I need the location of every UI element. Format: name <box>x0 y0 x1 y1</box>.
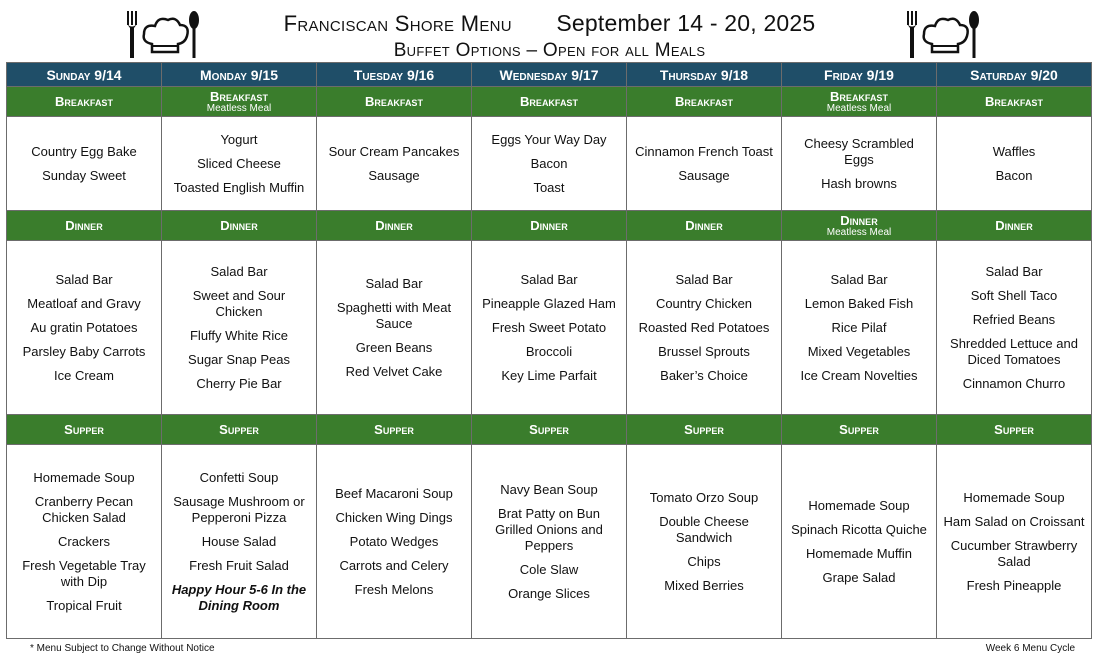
dinner-header <box>317 211 472 241</box>
menu-item: Fluffy White Rice <box>189 327 288 343</box>
meal-label: Supper <box>219 422 259 437</box>
supper-header <box>472 415 627 445</box>
menu-item: Homemade Soup <box>963 489 1065 505</box>
menu-item: Orange Slices <box>508 585 590 601</box>
menu-cell <box>472 117 627 211</box>
menu-title: Franciscan Shore Menu <box>283 11 512 36</box>
menu-item: Homemade Soup <box>808 497 910 513</box>
supper-header-row <box>7 415 1092 445</box>
menu-item: Refried Beans <box>972 311 1056 327</box>
menu-item: Potato Wedges <box>349 533 439 549</box>
menu-item: Pineapple Glazed Ham <box>482 295 616 311</box>
meal-label: Dinner <box>530 218 568 233</box>
menu-item: Cole Slaw <box>519 561 579 577</box>
menu-cell <box>937 445 1092 639</box>
menu-item: Sweet and Sour Chicken <box>192 287 286 319</box>
menu-cell <box>162 241 317 415</box>
meal-label: Supper <box>839 422 879 437</box>
menu-item: Salad Bar <box>675 271 733 287</box>
meal-label: Breakfast <box>985 94 1043 109</box>
day-header: Thursday 9/18 <box>627 63 782 87</box>
menu-item: Sour Cream Pancakes <box>328 143 460 159</box>
breakfast-header <box>627 87 782 117</box>
date-range: September 14 - 20, 2025 <box>556 10 816 36</box>
menu-item: Shredded Lettuce and Diced Tomatoes <box>950 335 1078 367</box>
dinner-header <box>782 211 937 241</box>
meal-label: Breakfast <box>675 94 733 109</box>
menu-item: Tropical Fruit <box>46 597 122 613</box>
menu-item: Chips <box>687 553 721 569</box>
menu-item: Parsley Baby Carrots <box>22 343 146 359</box>
supper-header <box>782 415 937 445</box>
breakfast-header <box>937 87 1092 117</box>
dinner-header <box>162 211 317 241</box>
supper-header <box>317 415 472 445</box>
menu-cell <box>317 117 472 211</box>
menu-item: Sugar Snap Peas <box>188 351 290 367</box>
menu-item: Roasted Red Potatoes <box>638 319 770 335</box>
supper-header <box>627 415 782 445</box>
menu-item: Brussel Sprouts <box>658 343 750 359</box>
happy-hour-note: Happy Hour 5-6 In the Dining Room <box>171 581 307 613</box>
menu-item: Sunday Sweet <box>42 167 126 183</box>
meal-label: Breakfast <box>210 88 268 104</box>
menu-body <box>7 87 1092 639</box>
menu-cell <box>317 241 472 415</box>
menu-item: Cherry Pie Bar <box>196 375 282 391</box>
menu-item: Ice Cream <box>54 367 114 383</box>
day-header: Saturday 9/20 <box>937 63 1092 87</box>
menu-cell <box>472 241 627 415</box>
menu-item: Rice Pilaf <box>831 319 887 335</box>
menu-item: Salad Bar <box>210 263 268 279</box>
menu-item: Cranberry Pecan Chicken Salad <box>34 493 134 525</box>
day-header: Monday 9/15 <box>162 63 317 87</box>
menu-cell <box>7 117 162 211</box>
menu-item: Crackers <box>57 533 110 549</box>
menu-item: Sliced Cheese <box>197 155 281 171</box>
menu-header <box>0 0 1099 62</box>
meal-label: Dinner <box>375 218 413 233</box>
menu-item: Au gratin Potatoes <box>30 319 138 335</box>
meal-label: Supper <box>64 422 104 437</box>
menu-item: Soft Shell Taco <box>970 287 1058 303</box>
dinner-header <box>472 211 627 241</box>
supper-items-row <box>7 445 1092 639</box>
menu-item: Country Chicken <box>655 295 753 311</box>
menu-item: Homemade Soup <box>33 469 135 485</box>
menu-item: Yogurt <box>220 131 258 147</box>
day-header: Friday 9/19 <box>782 63 937 87</box>
menu-item: Cucumber Strawberry Salad <box>950 537 1078 569</box>
menu-item: Salad Bar <box>55 271 113 287</box>
meal-label: Dinner <box>995 218 1033 233</box>
menu-item: Lemon Baked Fish <box>804 295 914 311</box>
menu-cycle: Week 6 Menu Cycle <box>985 643 1075 654</box>
menu-item: Fresh Melons <box>354 581 434 597</box>
meal-label: Dinner <box>220 218 258 233</box>
meatless-meal-note: Meatless Meal <box>826 102 892 114</box>
menu-item: Cinnamon Churro <box>962 375 1066 391</box>
menu-item: Bacon <box>995 167 1033 183</box>
menu-item: Fresh Vegetable Tray with Dip <box>22 557 146 589</box>
weekly-menu-table <box>6 62 1092 639</box>
meal-label: Breakfast <box>520 94 578 109</box>
menu-cell <box>472 445 627 639</box>
day-header: Sunday 9/14 <box>7 63 162 87</box>
menu-item: Key Lime Parfait <box>501 367 597 383</box>
meatless-meal-note: Meatless Meal <box>826 226 892 238</box>
menu-item: Spaghetti with Meat Sauce <box>336 299 452 331</box>
meal-label: Dinner <box>840 212 878 228</box>
dinner-header <box>627 211 782 241</box>
menu-item: Salad Bar <box>520 271 578 287</box>
meatless-meal-note: Meatless Meal <box>206 102 272 114</box>
menu-item: Homemade Muffin <box>806 545 912 561</box>
breakfast-header-row <box>7 87 1092 117</box>
menu-item: Double Cheese Sandwich <box>659 513 749 545</box>
breakfast-header <box>782 87 937 117</box>
breakfast-header <box>472 87 627 117</box>
menu-cell <box>782 445 937 639</box>
menu-cell <box>782 117 937 211</box>
menu-item: Meatloaf and Gravy <box>27 295 141 311</box>
menu-item: Beef Macaroni Soup <box>335 485 453 501</box>
meal-label: Breakfast <box>365 94 423 109</box>
menu-item: Country Egg Bake <box>31 143 137 159</box>
supper-header <box>7 415 162 445</box>
day-header: Wednesday 9/17 <box>472 63 627 87</box>
menu-item: Cheesy Scrambled Eggs <box>804 135 914 167</box>
dinner-header-row <box>7 211 1092 241</box>
breakfast-header <box>7 87 162 117</box>
menu-item: Mixed Vegetables <box>807 343 911 359</box>
footer-note: * Menu Subject to Change Without Notice <box>30 643 215 654</box>
meal-label: Dinner <box>685 218 723 233</box>
menu-cell <box>317 445 472 639</box>
meal-label: Breakfast <box>830 88 888 104</box>
menu-item: Carrots and Celery <box>339 557 449 573</box>
menu-item: Bacon <box>530 155 568 171</box>
menu-item: Broccoli <box>525 343 573 359</box>
supper-header <box>162 415 317 445</box>
menu-item: Brat Patty on Bun Grilled Onions and Peppers <box>495 505 603 553</box>
menu-cell <box>782 241 937 415</box>
menu-item: Toasted English Muffin <box>173 179 305 195</box>
menu-item: Green Beans <box>355 339 433 355</box>
menu-cell <box>627 117 782 211</box>
menu-cell <box>162 445 317 639</box>
dinner-header <box>7 211 162 241</box>
menu-item: Chicken Wing Dings <box>335 509 453 525</box>
menu-item: Grape Salad <box>822 569 896 585</box>
menu-subtitle: Buffet Options – Open for all Meals <box>393 40 706 61</box>
menu-cell <box>937 241 1092 415</box>
meal-label: Supper <box>374 422 414 437</box>
menu-item: Red Velvet Cake <box>345 363 443 379</box>
dinner-header <box>937 211 1092 241</box>
menu-item: Fresh Sweet Potato <box>491 319 607 335</box>
menu-item: Waffles <box>992 143 1036 159</box>
menu-item: Ham Salad on Croissant <box>943 513 1085 529</box>
menu-item: Sausage Mushroom or Pepperoni Pizza <box>173 493 305 525</box>
chef-hat-fork-spoon-icon <box>902 8 982 60</box>
menu-item: Fresh Fruit Salad <box>189 557 289 573</box>
menu-item: Sausage <box>678 167 730 183</box>
day-header-row <box>7 63 1092 87</box>
menu-item: Salad Bar <box>830 271 888 287</box>
menu-item: Toast <box>533 179 565 195</box>
menu-item: Fresh Pineapple <box>966 577 1062 593</box>
breakfast-items-row <box>7 117 1092 211</box>
meal-label: Supper <box>684 422 724 437</box>
menu-cell <box>627 445 782 639</box>
menu-item: Spinach Ricotta Quiche <box>791 521 927 537</box>
dinner-items-row <box>7 241 1092 415</box>
menu-item: Salad Bar <box>365 275 423 291</box>
day-header: Tuesday 9/16 <box>317 63 472 87</box>
menu-item: Salad Bar <box>985 263 1043 279</box>
menu-item: Sausage <box>368 167 420 183</box>
menu-cell <box>937 117 1092 211</box>
meal-label: Breakfast <box>55 94 113 109</box>
menu-cell <box>7 445 162 639</box>
menu-item: Mixed Berries <box>664 577 744 593</box>
menu-cell <box>162 117 317 211</box>
meal-label: Supper <box>994 422 1034 437</box>
supper-header <box>937 415 1092 445</box>
menu-item: Confetti Soup <box>199 469 279 485</box>
menu-item: Baker’s Choice <box>660 367 748 383</box>
menu-item: Hash browns <box>821 175 897 191</box>
breakfast-header <box>162 87 317 117</box>
menu-item: Navy Bean Soup <box>500 481 598 497</box>
meal-label: Supper <box>529 422 569 437</box>
menu-item: Ice Cream Novelties <box>800 367 918 383</box>
menu-item: Cinnamon French Toast <box>635 143 773 159</box>
menu-item: House Salad <box>201 533 277 549</box>
menu-item: Tomato Orzo Soup <box>649 489 759 505</box>
breakfast-header <box>317 87 472 117</box>
menu-item: Eggs Your Way Day <box>491 131 607 147</box>
menu-cell <box>7 241 162 415</box>
meal-label: Dinner <box>65 218 103 233</box>
menu-cell <box>627 241 782 415</box>
